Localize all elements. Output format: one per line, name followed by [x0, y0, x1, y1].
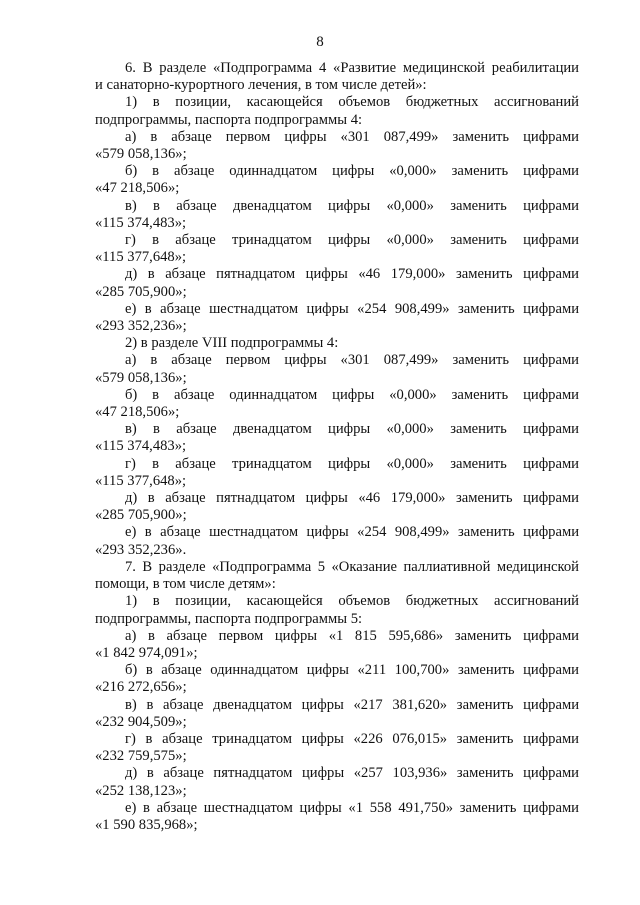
text-line: «47 218,506»; [95, 404, 180, 421]
text-line: «232 759,575»; [95, 748, 187, 765]
text-line: 1) в позиции, касающейся объемов бюджетных ассигнований [125, 593, 579, 610]
text-line: д) в абзаце пятнадцатом цифры «46 179,000» заменить цифрами [125, 266, 579, 283]
text-line: «232 904,509»; [95, 713, 187, 730]
text-line: д) в абзаце пятнадцатом цифры «257 103,936» заменить цифрами [125, 765, 579, 782]
text-line: а) в абзаце первом цифры «1 815 595,686» заменить цифрами [125, 627, 579, 644]
text-line: в) в абзаце двенадцатом цифры «0,000» заменить цифрами [125, 421, 579, 438]
text-line: а) в абзаце первом цифры «301 087,499» заменить цифрами [125, 128, 579, 145]
text-line: а) в абзаце первом цифры «301 087,499» заменить цифрами [125, 352, 579, 369]
text-line: б) в абзаце одиннадцатом цифры «0,000» заменить цифрами [125, 386, 579, 403]
text-line: б) в абзаце одиннадцатом цифры «0,000» заменить цифрами [125, 163, 579, 180]
text-line: «216 272,656»; [95, 679, 187, 696]
text-line: 1) в позиции, касающейся объемов бюджетных ассигнований [125, 94, 579, 111]
text-line: г) в абзаце тринадцатом цифры «0,000» заменить цифрами [125, 232, 579, 249]
text-line: «293 352,236». [95, 541, 187, 558]
text-line: г) в абзаце тринадцатом цифры «0,000» заменить цифрами [125, 455, 579, 472]
text-line: е) в абзаце шестнадцатом цифры «254 908,499» заменить цифрами [125, 300, 579, 317]
text-line: е) в абзаце шестнадцатом цифры «1 558 491,750» заменить цифрами [125, 799, 579, 816]
text-line: г) в абзаце тринадцатом цифры «226 076,015» заменить цифрами [125, 730, 579, 747]
text-line: подпрограммы, паспорта подпрограммы 5: [95, 610, 363, 627]
text-line: е) в абзаце шестнадцатом цифры «254 908,499» заменить цифрами [125, 524, 579, 541]
page-number: 8 [316, 34, 324, 50]
text-line: «47 218,506»; [95, 180, 180, 197]
text-line: и санаторно-курортного лечения, в том числе детей»: [95, 77, 427, 94]
text-line: «293 352,236»; [95, 318, 187, 335]
text-line: в) в абзаце двенадцатом цифры «0,000» заменить цифрами [125, 197, 579, 214]
text-line: «1 590 835,968»; [95, 816, 198, 833]
text-line: «285 705,900»; [95, 283, 187, 300]
text-line: «115 377,648»; [95, 249, 187, 266]
text-line: «579 058,136»; [95, 146, 187, 163]
text-line: «115 377,648»; [95, 472, 187, 489]
text-line: «115 374,483»; [95, 438, 187, 455]
text-line: «285 705,900»; [95, 507, 187, 524]
text-line: д) в абзаце пятнадцатом цифры «46 179,000» заменить цифрами [125, 490, 579, 507]
text-line: 7. В разделе «Подпрограмма 5 «Оказание паллиативной медицинской [125, 558, 579, 575]
text-line: «115 374,483»; [95, 214, 187, 231]
text-line: «1 842 974,091»; [95, 644, 198, 661]
text-line: б) в абзаце одиннадцатом цифры «211 100,700» заменить цифрами [125, 662, 579, 679]
text-line: подпрограммы, паспорта подпрограммы 4: [95, 111, 363, 128]
text-line: в) в абзаце двенадцатом цифры «217 381,620» заменить цифрами [125, 696, 579, 713]
text-line: «252 138,123»; [95, 782, 187, 799]
text-line: 2) в разделе VIII подпрограммы 4: [125, 335, 339, 352]
text-line: 6. В разделе «Подпрограмма 4 «Развитие медицинской реабилитации [125, 60, 579, 76]
text-line: помощи, в том числе детям»: [95, 576, 276, 593]
document-body [95, 60, 579, 834]
text-line: «579 058,136»; [95, 369, 187, 386]
